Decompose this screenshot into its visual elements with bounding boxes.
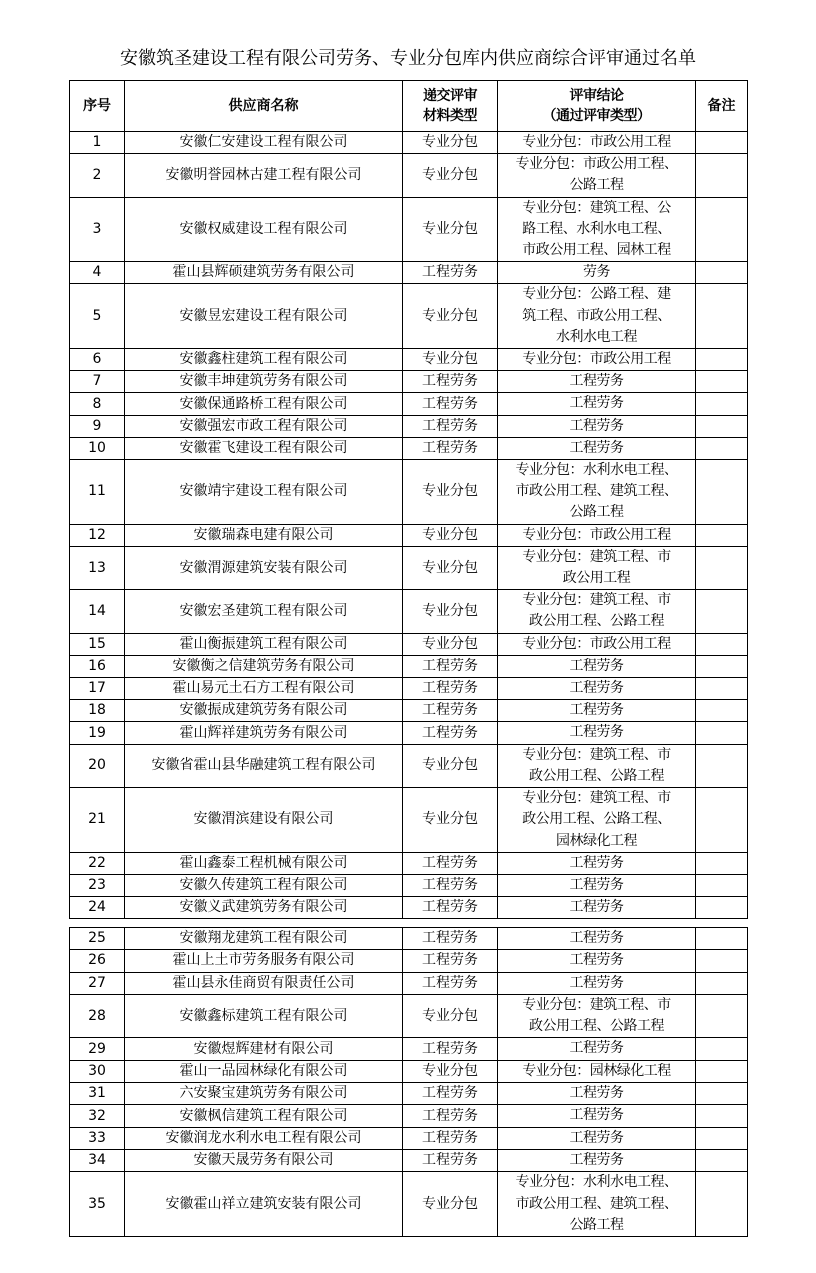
row-index: 18 — [70, 700, 125, 722]
row-index: 5 — [70, 284, 125, 349]
remark — [696, 1105, 748, 1127]
table-row — [70, 393, 748, 415]
review-conclusion — [498, 415, 696, 437]
remark — [696, 460, 748, 525]
supplier-name: 霍山上土市劳务服务有限公司 — [125, 950, 403, 972]
table-row — [70, 928, 748, 950]
material-type: 工程劳务 — [403, 655, 498, 677]
row-index: 27 — [70, 972, 125, 994]
conclusion-line: 筑工程、市政公用工程、 — [522, 307, 671, 324]
table-row — [70, 897, 748, 919]
row-index: 30 — [70, 1060, 125, 1082]
remark — [696, 678, 748, 700]
material-type: 专业分包 — [403, 197, 498, 262]
conclusion-line: 工程劳务 — [569, 1107, 624, 1124]
table-row — [70, 972, 748, 994]
table-row — [70, 371, 748, 393]
row-index: 10 — [70, 437, 125, 459]
remark — [696, 1149, 748, 1171]
material-type: 专业分包 — [403, 349, 498, 371]
remark — [696, 1127, 748, 1149]
row-index: 19 — [70, 722, 125, 744]
table-row — [70, 874, 748, 896]
conclusion-line: 工程劳务 — [569, 702, 624, 719]
supplier-name: 霍山易元土石方工程有限公司 — [125, 678, 403, 700]
conclusion-line: 工程劳务 — [569, 1151, 624, 1168]
table-row — [70, 700, 748, 722]
row-index: 29 — [70, 1038, 125, 1060]
row-index: 4 — [70, 262, 125, 284]
row-index: 24 — [70, 897, 125, 919]
conclusion-line: 专业分包：建筑工程、公 — [522, 199, 671, 216]
conclusion-line: 专业分包：市政公用工程 — [522, 134, 671, 150]
material-type: 工程劳务 — [403, 874, 498, 896]
conclusion-line: 工程劳务 — [569, 680, 624, 697]
conclusion-line: 工程劳务 — [569, 1129, 624, 1146]
review-conclusion — [498, 633, 696, 655]
remark — [696, 132, 748, 154]
conclusion-line: 工程劳务 — [569, 930, 624, 946]
supplier-name: 安徽昱宏建设工程有限公司 — [125, 284, 403, 349]
conclusion-line: 工程劳务 — [569, 854, 624, 871]
review-conclusion — [498, 1083, 696, 1105]
material-type: 专业分包 — [403, 524, 498, 546]
row-index: 22 — [70, 852, 125, 874]
remark — [696, 437, 748, 459]
review-conclusion — [498, 371, 696, 393]
supplier-name: 霍山县永佳商贸有限责任公司 — [125, 972, 403, 994]
table-row — [70, 262, 748, 284]
conclusion-line: 工程劳务 — [569, 1040, 624, 1057]
table-row — [70, 1083, 748, 1105]
material-type: 专业分包 — [403, 633, 498, 655]
supplier-name: 安徽润龙水利水电工程有限公司 — [125, 1127, 403, 1149]
conclusion-line: 政公用工程、公路工程、 — [522, 811, 671, 828]
material-type: 专业分包 — [403, 590, 498, 633]
material-type: 工程劳务 — [403, 972, 498, 994]
remark — [696, 524, 748, 546]
material-type: 专业分包 — [403, 1060, 498, 1082]
conclusion-line: 工程劳务 — [569, 974, 624, 991]
supplier-name: 霍山县辉硕建筑劳务有限公司 — [125, 262, 403, 284]
review-conclusion — [498, 1172, 696, 1237]
conclusion-line: 政公用工程、公路工程 — [529, 613, 664, 630]
row-index: 14 — [70, 590, 125, 633]
conclusion-line: 专业分包：水利水电工程、 — [515, 1174, 678, 1191]
row-index: 26 — [70, 950, 125, 972]
material-type: 工程劳务 — [403, 1149, 498, 1171]
row-index: 17 — [70, 678, 125, 700]
conclusion-line: 工程劳务 — [569, 373, 624, 390]
review-conclusion — [498, 655, 696, 677]
material-type: 专业分包 — [403, 788, 498, 853]
supplier-name: 安徽枫信建筑工程有限公司 — [125, 1105, 403, 1127]
material-type: 专业分包 — [403, 460, 498, 525]
conclusion-line: 专业分包：市政公用工程 — [522, 635, 671, 652]
remark — [696, 284, 748, 349]
table-row — [70, 722, 748, 744]
supplier-name: 安徽义武建筑劳务有限公司 — [125, 897, 403, 919]
material-type: 专业分包 — [403, 994, 498, 1038]
header-supplier-name: 供应商名称 — [125, 81, 403, 132]
conclusion-line: 专业分包：园林绿化工程 — [522, 1062, 671, 1079]
row-index: 28 — [70, 994, 125, 1038]
review-conclusion — [498, 852, 696, 874]
row-index: 12 — [70, 524, 125, 546]
table-row — [70, 1127, 748, 1149]
supplier-name: 霍山辉祥建筑劳务有限公司 — [125, 722, 403, 744]
header-conclusion — [498, 81, 696, 132]
material-type: 工程劳务 — [403, 1038, 498, 1060]
review-conclusion — [498, 284, 696, 349]
supplier-name: 霍山鑫泰工程机械有限公司 — [125, 852, 403, 874]
review-conclusion — [498, 590, 696, 633]
supplier-name: 安徽保通路桥工程有限公司 — [125, 393, 403, 415]
supplier-name: 安徽鑫标建筑工程有限公司 — [125, 994, 403, 1038]
table-row — [70, 1060, 748, 1082]
table-row — [70, 1105, 748, 1127]
supplier-name: 安徽渭源建筑安装有限公司 — [125, 546, 403, 589]
remark — [696, 393, 748, 415]
material-type: 工程劳务 — [403, 1127, 498, 1149]
review-conclusion — [498, 744, 696, 787]
supplier-name: 安徽权威建设工程有限公司 — [125, 197, 403, 262]
table-row — [70, 678, 748, 700]
conclusion-line: 专业分包：市政公用工程 — [522, 526, 671, 543]
supplier-table-part2 — [69, 927, 748, 1237]
row-index: 21 — [70, 788, 125, 853]
row-index: 16 — [70, 655, 125, 677]
remark — [696, 852, 748, 874]
remark — [696, 197, 748, 262]
remark — [696, 950, 748, 972]
review-conclusion — [498, 1038, 696, 1060]
conclusion-line: 公路工程 — [569, 504, 624, 521]
row-index: 25 — [70, 928, 125, 950]
conclusion-line: 工程劳务 — [569, 417, 624, 434]
conclusion-line: 专业分包：建筑工程、市 — [522, 996, 671, 1013]
review-conclusion — [498, 994, 696, 1038]
remark — [696, 1038, 748, 1060]
table-row — [70, 744, 748, 787]
supplier-name: 安徽靖宇建设工程有限公司 — [125, 460, 403, 525]
review-conclusion — [498, 262, 696, 284]
table-row — [70, 1172, 748, 1237]
review-conclusion — [498, 874, 696, 896]
material-type: 专业分包 — [403, 744, 498, 787]
review-conclusion — [498, 349, 696, 371]
material-type: 工程劳务 — [403, 1083, 498, 1105]
remark — [696, 371, 748, 393]
material-type: 工程劳务 — [403, 371, 498, 393]
table-row — [70, 197, 748, 262]
remark — [696, 349, 748, 371]
header-conclusion-line: （通过评审类型） — [542, 108, 651, 124]
row-index: 6 — [70, 349, 125, 371]
review-conclusion — [498, 197, 696, 262]
supplier-name: 霍山一品园林绿化有限公司 — [125, 1060, 403, 1082]
review-conclusion — [498, 1105, 696, 1127]
review-conclusion — [498, 700, 696, 722]
supplier-name: 安徽瑞森电建有限公司 — [125, 524, 403, 546]
review-conclusion — [498, 524, 696, 546]
conclusion-line: 工程劳务 — [569, 657, 624, 674]
document-title: 安徽筑圣建设工程有限公司劳务、专业分包库内供应商综合评审通过名单 — [120, 48, 696, 69]
row-index: 34 — [70, 1149, 125, 1171]
review-conclusion — [498, 972, 696, 994]
conclusion-line: 市政公用工程、园林工程 — [522, 242, 671, 259]
table-row — [70, 1038, 748, 1060]
review-conclusion — [498, 393, 696, 415]
remark — [696, 744, 748, 787]
remark — [696, 722, 748, 744]
row-index: 13 — [70, 546, 125, 589]
supplier-name: 安徽省霍山县华融建筑工程有限公司 — [125, 744, 403, 787]
row-index: 20 — [70, 744, 125, 787]
table-row — [70, 950, 748, 972]
table-row — [70, 154, 748, 197]
supplier-name: 安徽鑫柱建筑工程有限公司 — [125, 349, 403, 371]
row-index: 32 — [70, 1105, 125, 1127]
remark — [696, 788, 748, 853]
conclusion-line: 公路工程 — [569, 1216, 624, 1233]
header-material-type-line: 材料类型 — [423, 108, 477, 124]
supplier-name: 安徽宏圣建筑工程有限公司 — [125, 590, 403, 633]
review-conclusion — [498, 722, 696, 744]
remark — [696, 633, 748, 655]
material-type: 专业分包 — [403, 132, 498, 154]
row-index: 33 — [70, 1127, 125, 1149]
remark — [696, 262, 748, 284]
table-row — [70, 284, 748, 349]
conclusion-line: 工程劳务 — [569, 876, 624, 893]
row-index: 8 — [70, 393, 125, 415]
conclusion-line: 工程劳务 — [569, 1085, 624, 1102]
material-type: 工程劳务 — [403, 928, 498, 950]
supplier-name: 安徽天晟劳务有限公司 — [125, 1149, 403, 1171]
supplier-name: 安徽翔龙建筑工程有限公司 — [125, 928, 403, 950]
conclusion-line: 专业分包：建筑工程、市 — [522, 790, 671, 807]
review-conclusion — [498, 1149, 696, 1171]
material-type: 工程劳务 — [403, 262, 498, 284]
table-row — [70, 460, 748, 525]
remark — [696, 874, 748, 896]
remark — [696, 700, 748, 722]
material-type: 专业分包 — [403, 546, 498, 589]
conclusion-line: 工程劳务 — [569, 724, 624, 741]
remark — [696, 1060, 748, 1082]
material-type: 专业分包 — [403, 284, 498, 349]
row-index: 7 — [70, 371, 125, 393]
conclusion-line: 市政公用工程、建筑工程、 — [515, 1195, 678, 1212]
header-material-type — [403, 81, 498, 132]
conclusion-line: 政公用工程、公路工程 — [529, 767, 664, 784]
supplier-name: 安徽仁安建设工程有限公司 — [125, 132, 403, 154]
table-row — [70, 524, 748, 546]
supplier-name: 安徽霍山祥立建筑安装有限公司 — [125, 1172, 403, 1237]
remark — [696, 1172, 748, 1237]
row-index: 9 — [70, 415, 125, 437]
table-row — [70, 437, 748, 459]
supplier-name: 安徽霍飞建设工程有限公司 — [125, 437, 403, 459]
material-type: 工程劳务 — [403, 393, 498, 415]
header-index: 序号 — [70, 81, 125, 132]
material-type: 工程劳务 — [403, 678, 498, 700]
review-conclusion — [498, 437, 696, 459]
table-row — [70, 546, 748, 589]
review-conclusion — [498, 897, 696, 919]
review-conclusion — [498, 1060, 696, 1082]
supplier-table-part1 — [69, 80, 748, 919]
material-type: 工程劳务 — [403, 852, 498, 874]
material-type: 专业分包 — [403, 1172, 498, 1237]
review-conclusion — [498, 788, 696, 853]
table-row — [70, 590, 748, 633]
review-conclusion — [498, 678, 696, 700]
conclusion-line: 专业分包：公路工程、建 — [522, 286, 671, 303]
remark — [696, 1083, 748, 1105]
conclusion-line: 工程劳务 — [569, 439, 624, 456]
remark — [696, 897, 748, 919]
conclusion-line: 劳务 — [583, 264, 610, 281]
remark — [696, 546, 748, 589]
conclusion-line: 政公用工程、公路工程 — [529, 1018, 664, 1035]
review-conclusion — [498, 928, 696, 950]
supplier-name: 安徽强宏市政工程有限公司 — [125, 415, 403, 437]
conclusion-line: 专业分包：水利水电工程、 — [515, 462, 678, 479]
table-header-row — [70, 81, 748, 132]
remark — [696, 154, 748, 197]
review-conclusion — [498, 1127, 696, 1149]
table-row — [70, 415, 748, 437]
conclusion-line: 专业分包：建筑工程、市 — [522, 548, 671, 565]
conclusion-line: 工程劳务 — [569, 952, 624, 969]
supplier-name: 六安聚宝建筑劳务有限公司 — [125, 1083, 403, 1105]
material-type: 工程劳务 — [403, 722, 498, 744]
material-type: 工程劳务 — [403, 1105, 498, 1127]
conclusion-line: 水利水电工程 — [556, 328, 637, 345]
supplier-name: 安徽振成建筑劳务有限公司 — [125, 700, 403, 722]
conclusion-line: 市政公用工程、建筑工程、 — [515, 483, 678, 500]
table-row — [70, 1149, 748, 1171]
supplier-name: 安徽衡之信建筑劳务有限公司 — [125, 655, 403, 677]
supplier-name: 安徽渭滨建设有限公司 — [125, 788, 403, 853]
review-conclusion — [498, 460, 696, 525]
row-index: 15 — [70, 633, 125, 655]
row-index: 1 — [70, 132, 125, 154]
table-row — [70, 655, 748, 677]
remark — [696, 590, 748, 633]
review-conclusion — [498, 546, 696, 589]
conclusion-line: 专业分包：建筑工程、市 — [522, 592, 671, 609]
review-conclusion — [498, 132, 696, 154]
row-index: 11 — [70, 460, 125, 525]
table-row — [70, 852, 748, 874]
supplier-name: 安徽煜辉建材有限公司 — [125, 1038, 403, 1060]
conclusion-line: 路工程、水利水电工程、 — [522, 220, 671, 237]
conclusion-line: 政公用工程 — [562, 570, 631, 587]
supplier-name: 安徽明誉园林古建工程有限公司 — [125, 154, 403, 197]
review-conclusion — [498, 154, 696, 197]
material-type: 工程劳务 — [403, 897, 498, 919]
table-row — [70, 994, 748, 1038]
table-row — [70, 788, 748, 853]
header-material-type-line: 递交评审 — [423, 88, 477, 104]
table-row — [70, 349, 748, 371]
supplier-name: 安徽丰坤建筑劳务有限公司 — [125, 371, 403, 393]
conclusion-line: 专业分包：市政公用工程 — [522, 351, 671, 368]
conclusion-line: 工程劳务 — [569, 395, 624, 412]
supplier-name: 安徽久传建筑工程有限公司 — [125, 874, 403, 896]
review-conclusion — [498, 950, 696, 972]
remark — [696, 994, 748, 1038]
remark — [696, 655, 748, 677]
conclusion-line: 园林绿化工程 — [556, 832, 637, 849]
conclusion-line: 工程劳务 — [569, 899, 624, 916]
conclusion-line: 专业分包：建筑工程、市 — [522, 746, 671, 763]
row-index: 3 — [70, 197, 125, 262]
conclusion-line: 专业分包：市政公用工程、 — [515, 156, 678, 173]
material-type: 工程劳务 — [403, 700, 498, 722]
supplier-name: 霍山衡振建筑工程有限公司 — [125, 633, 403, 655]
row-index: 2 — [70, 154, 125, 197]
table-row — [70, 132, 748, 154]
remark — [696, 415, 748, 437]
row-index: 31 — [70, 1083, 125, 1105]
row-index: 35 — [70, 1172, 125, 1237]
remark — [696, 928, 748, 950]
header-remark: 备注 — [696, 81, 748, 132]
material-type: 工程劳务 — [403, 415, 498, 437]
remark — [696, 972, 748, 994]
material-type: 专业分包 — [403, 154, 498, 197]
material-type: 工程劳务 — [403, 950, 498, 972]
table-row — [70, 633, 748, 655]
material-type: 工程劳务 — [403, 437, 498, 459]
row-index: 23 — [70, 874, 125, 896]
conclusion-line: 公路工程 — [569, 177, 624, 194]
header-conclusion-line: 评审结论 — [569, 88, 624, 104]
